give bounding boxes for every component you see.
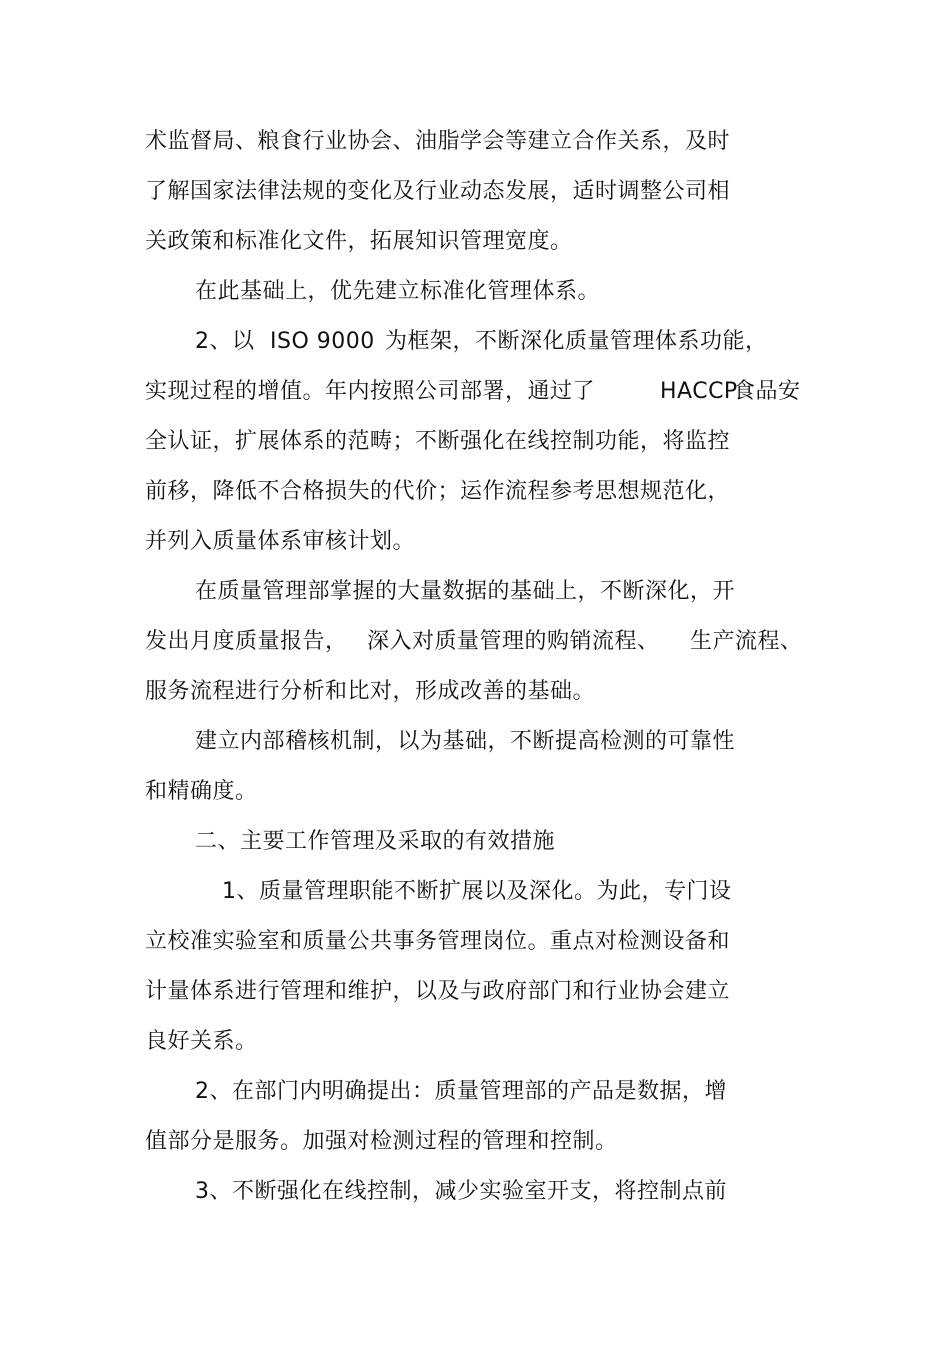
text-line: 1、质量管理职能不断扩展以及深化。为此，专门设 (222, 879, 732, 904)
text-line: 前移，降低不合格损失的代价；运作流程参考思想规范化， (145, 479, 731, 504)
text-line: 值部分是服务。加强对检测过程的管理和控制。 (145, 1129, 618, 1154)
section-heading: 二、主要工作管理及采取的有效措施 (195, 829, 556, 854)
text-line: 了解国家法律法规的变化及行业动态发展，适时调整公司相 (145, 179, 731, 204)
text-line: 良好关系。 (145, 1029, 258, 1054)
text-line: 建立内部稽核机制，以为基础，不断提高检测的可靠性 (195, 729, 736, 754)
text-line: 和精确度。 (145, 779, 258, 804)
text-line: 在此基础上，优先建立标准化管理体系。 (195, 279, 601, 304)
text-segment: 深入对质量管理的购销流程、 (367, 629, 660, 654)
text-segment: 生产流程、 (690, 629, 803, 654)
text-line (145, 627, 805, 657)
text-line: 立校准实验室和质量公共事务管理岗位。重点对检测设备和 (145, 929, 731, 954)
text-line: 并列入质量体系审核计划。 (145, 529, 416, 554)
text-line (195, 327, 815, 357)
text-line: 2、在部门内明确提出：质量管理部的产品是数据，增 (195, 1079, 727, 1104)
text-line (145, 377, 805, 407)
text-segment: ISO 9000 (270, 329, 375, 354)
text-line: 计量体系进行管理和维护，以及与政府部门和行业协会建立 (145, 979, 731, 1004)
text-segment: 发出月度质量报告， (145, 629, 348, 654)
text-segment: 2、以 (195, 329, 255, 354)
text-line: 在质量管理部掌握的大量数据的基础上，不断深化，开 (195, 579, 736, 604)
text-line: 3、不断强化在线控制，减少实验室开支，将控制点前 (195, 1179, 727, 1204)
text-segment: 实现过程的增值。年内按照公司部署，通过了 (145, 379, 596, 404)
text-segment: 食品安 (733, 379, 801, 404)
text-segment: 为框架，不断深化质量管理体系功能， (385, 329, 768, 354)
text-line: 服务流程进行分析和比对，形成改善的基础。 (145, 679, 596, 704)
text-segment: HACCP (660, 379, 738, 404)
text-line: 关政策和标准化文件，拓展知识管理宽度。 (145, 229, 573, 254)
text-line: 术监督局、粮食行业协会、油脂学会等建立合作关系，及时 (145, 129, 731, 154)
text-line: 全认证，扩展体系的范畴；不断强化在线控制功能，将监控 (145, 429, 731, 454)
